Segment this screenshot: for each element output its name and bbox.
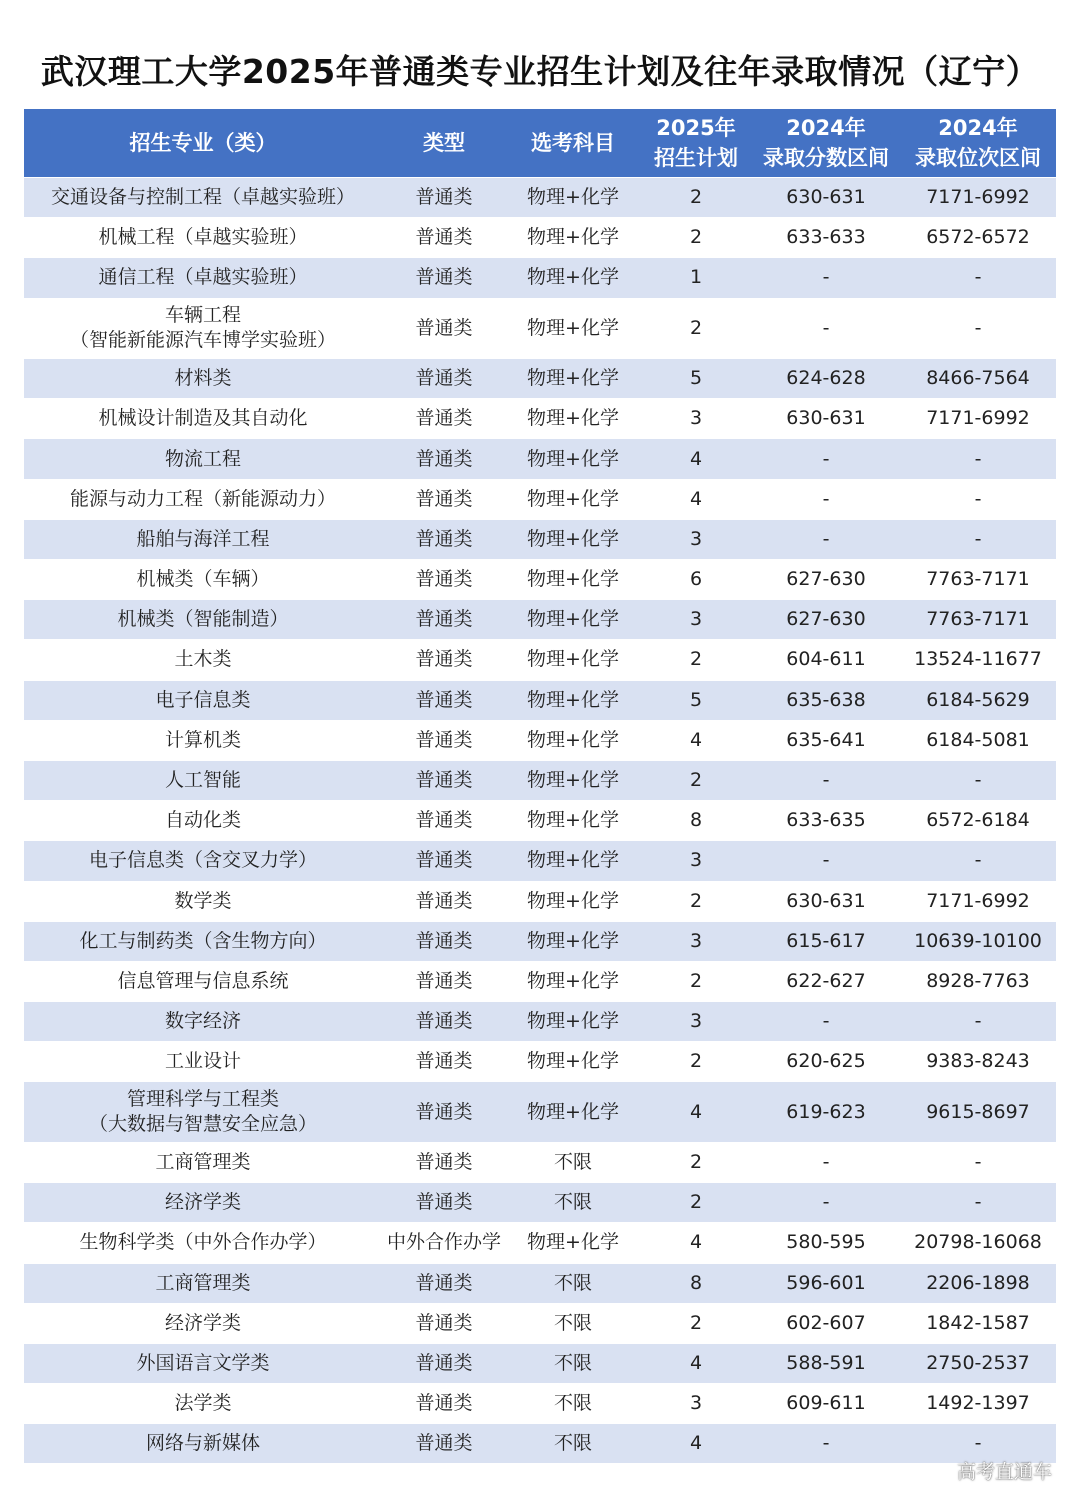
cell-type: 普通类 <box>382 178 506 218</box>
cell-rank: 2206-1898 <box>900 1263 1056 1303</box>
cell-plan: 3 <box>640 399 752 439</box>
cell-score: 580-595 <box>752 1223 900 1263</box>
cell-score: 622-627 <box>752 961 900 1001</box>
cell-major: 自动化类 <box>24 801 382 841</box>
cell-score: 627-630 <box>752 600 900 640</box>
cell-major: 信息管理与信息系统 <box>24 961 382 1001</box>
cell-score: - <box>752 298 900 359</box>
cell-major-line2: （大数据与智慧安全应急） <box>88 1113 317 1136</box>
cell-subjects: 不限 <box>506 1142 640 1182</box>
cell-major: 土木类 <box>24 640 382 680</box>
cell-score: 633-635 <box>752 801 900 841</box>
cell-score: 635-641 <box>752 720 900 760</box>
cell-type: 普通类 <box>382 760 506 800</box>
cell-major-line2: （智能新能源汽车博学实验班） <box>69 329 336 352</box>
cell-subjects: 不限 <box>506 1424 640 1464</box>
cell-type: 普通类 <box>382 399 506 439</box>
cell-plan: 2 <box>640 760 752 800</box>
cell-rank: 10639-10100 <box>900 921 1056 961</box>
cell-major: 化工与制药类（含生物方向） <box>24 921 382 961</box>
watermark: 高考直通车 <box>956 1461 1052 1483</box>
cell-score: 596-601 <box>752 1263 900 1303</box>
table-row <box>24 801 1056 841</box>
cell-type: 普通类 <box>382 680 506 720</box>
cell-type: 普通类 <box>382 881 506 921</box>
table-row <box>24 1002 1056 1042</box>
cell-plan: 8 <box>640 801 752 841</box>
table-row <box>24 359 1056 399</box>
table-row <box>24 1082 1056 1143</box>
table-row <box>24 921 1056 961</box>
header-rank-label: 录取位次区间 <box>915 146 1041 170</box>
table-row <box>24 1303 1056 1343</box>
header-major: 招生专业（类） <box>24 109 382 178</box>
cell-score: - <box>752 519 900 559</box>
table-row <box>24 1424 1056 1464</box>
cell-type: 普通类 <box>382 1082 506 1143</box>
cell-score: 619-623 <box>752 1082 900 1143</box>
table-row <box>24 841 1056 881</box>
table-row <box>24 258 1056 298</box>
cell-plan: 3 <box>640 600 752 640</box>
header-plan-year: 2025年 <box>656 116 736 140</box>
cell-plan: 2 <box>640 1042 752 1082</box>
cell-major: 电子信息类 <box>24 680 382 720</box>
cell-score: 630-631 <box>752 178 900 218</box>
cell-rank: 9615-8697 <box>900 1082 1056 1143</box>
cell-score: - <box>752 1002 900 1042</box>
cell-major: 通信工程（卓越实验班） <box>24 258 382 298</box>
cell-plan: 3 <box>640 1002 752 1042</box>
cell-subjects: 不限 <box>506 1303 640 1343</box>
cell-type: 普通类 <box>382 258 506 298</box>
cell-rank: 7171-6992 <box>900 399 1056 439</box>
table-row <box>24 1183 1056 1223</box>
cell-subjects: 物理+化学 <box>506 560 640 600</box>
header-type: 类型 <box>382 109 506 178</box>
header-score-label: 录取分数区间 <box>763 146 889 170</box>
cell-type: 普通类 <box>382 1042 506 1082</box>
cell-subjects: 物理+化学 <box>506 921 640 961</box>
cell-major: 机械类（车辆） <box>24 560 382 600</box>
cell-major: 机械类（智能制造） <box>24 600 382 640</box>
table-row <box>24 519 1056 559</box>
cell-plan: 4 <box>640 720 752 760</box>
cell-major: 外国语言文学类 <box>24 1343 382 1383</box>
cell-plan: 2 <box>640 1142 752 1182</box>
table-row <box>24 399 1056 439</box>
cell-score: - <box>752 479 900 519</box>
cell-subjects: 不限 <box>506 1343 640 1383</box>
cell-type: 普通类 <box>382 1263 506 1303</box>
cell-type: 普通类 <box>382 801 506 841</box>
cell-type: 普通类 <box>382 439 506 479</box>
cell-type: 普通类 <box>382 1142 506 1182</box>
cell-major: 人工智能 <box>24 760 382 800</box>
cell-score: 630-631 <box>752 399 900 439</box>
cell-type: 普通类 <box>382 600 506 640</box>
cell-major: 电子信息类（含交叉力学） <box>24 841 382 881</box>
table-row <box>24 720 1056 760</box>
cell-type: 普通类 <box>382 1343 506 1383</box>
table-row <box>24 298 1056 359</box>
cell-major: 工商管理类 <box>24 1142 382 1182</box>
cell-plan: 5 <box>640 359 752 399</box>
cell-subjects: 物理+化学 <box>506 178 640 218</box>
cell-rank: 6572-6572 <box>900 218 1056 258</box>
cell-rank: 9383-8243 <box>900 1042 1056 1082</box>
cell-plan: 6 <box>640 560 752 600</box>
cell-plan: 2 <box>640 218 752 258</box>
cell-major-line1: 管理科学与工程类 <box>126 1088 279 1111</box>
table-row <box>24 439 1056 479</box>
cell-plan: 3 <box>640 841 752 881</box>
cell-rank: 7763-7171 <box>900 560 1056 600</box>
table-row <box>24 760 1056 800</box>
cell-subjects: 物理+化学 <box>506 519 640 559</box>
header-score-year: 2024年 <box>786 116 866 140</box>
cell-subjects: 不限 <box>506 1384 640 1424</box>
cell-plan: 1 <box>640 258 752 298</box>
cell-rank: - <box>900 1183 1056 1223</box>
cell-type: 普通类 <box>382 961 506 1001</box>
cell-major: 数字经济 <box>24 1002 382 1042</box>
cell-type: 中外合作办学 <box>382 1223 506 1263</box>
cell-rank: 7763-7171 <box>900 600 1056 640</box>
cell-plan: 2 <box>640 640 752 680</box>
cell-major: 能源与动力工程（新能源动力） <box>24 479 382 519</box>
cell-plan: 4 <box>640 1082 752 1143</box>
cell-subjects: 物理+化学 <box>506 218 640 258</box>
cell-score: 620-625 <box>752 1042 900 1082</box>
cell-subjects: 不限 <box>506 1183 640 1223</box>
cell-score: - <box>752 1183 900 1223</box>
cell-major: 物流工程 <box>24 439 382 479</box>
cell-type: 普通类 <box>382 841 506 881</box>
header-plan <box>640 109 752 178</box>
cell-type: 普通类 <box>382 720 506 760</box>
table-header-row <box>24 109 1056 178</box>
cell-major: 机械工程（卓越实验班） <box>24 218 382 258</box>
cell-subjects: 物理+化学 <box>506 680 640 720</box>
cell-plan: 3 <box>640 1384 752 1424</box>
cell-type: 普通类 <box>382 1303 506 1343</box>
cell-rank: 6572-6184 <box>900 801 1056 841</box>
cell-plan: 2 <box>640 1303 752 1343</box>
cell-score: - <box>752 841 900 881</box>
cell-plan: 2 <box>640 298 752 359</box>
cell-rank: 7171-6992 <box>900 178 1056 218</box>
cell-type: 普通类 <box>382 479 506 519</box>
cell-type: 普通类 <box>382 560 506 600</box>
cell-major-line1: 车辆工程 <box>164 304 241 327</box>
cell-score: 609-611 <box>752 1384 900 1424</box>
cell-major: 生物科学类（中外合作办学） <box>24 1223 382 1263</box>
cell-subjects: 不限 <box>506 1263 640 1303</box>
cell-subjects: 物理+化学 <box>506 298 640 359</box>
cell-type: 普通类 <box>382 1424 506 1464</box>
cell-rank: - <box>900 258 1056 298</box>
cell-score: 630-631 <box>752 881 900 921</box>
cell-score: - <box>752 1142 900 1182</box>
header-plan-label: 招生计划 <box>654 146 738 170</box>
cell-type: 普通类 <box>382 1384 506 1424</box>
cell-score: 624-628 <box>752 359 900 399</box>
cell-subjects: 物理+化学 <box>506 720 640 760</box>
cell-subjects: 物理+化学 <box>506 600 640 640</box>
cell-subjects: 物理+化学 <box>506 1223 640 1263</box>
table-row <box>24 479 1056 519</box>
cell-major: 工商管理类 <box>24 1263 382 1303</box>
cell-plan: 2 <box>640 961 752 1001</box>
cell-subjects: 物理+化学 <box>506 359 640 399</box>
cell-rank: 8928-7763 <box>900 961 1056 1001</box>
cell-plan: 2 <box>640 1183 752 1223</box>
table-row <box>24 1384 1056 1424</box>
cell-plan: 3 <box>640 519 752 559</box>
header-rank-year: 2024年 <box>938 116 1018 140</box>
table-row <box>24 560 1056 600</box>
cell-major: 数学类 <box>24 881 382 921</box>
header-rank <box>900 109 1056 178</box>
cell-score: - <box>752 1424 900 1464</box>
cell-subjects: 物理+化学 <box>506 640 640 680</box>
cell-major: 网络与新媒体 <box>24 1424 382 1464</box>
cell-type: 普通类 <box>382 218 506 258</box>
cell-rank: - <box>900 760 1056 800</box>
cell-score: 615-617 <box>752 921 900 961</box>
cell-rank: - <box>900 519 1056 559</box>
cell-rank: 1842-1587 <box>900 1303 1056 1343</box>
cell-major: 法学类 <box>24 1384 382 1424</box>
cell-rank: - <box>900 298 1056 359</box>
table-row <box>24 881 1056 921</box>
cell-rank: 1492-1397 <box>900 1384 1056 1424</box>
cell-major <box>24 1082 382 1143</box>
cell-rank: 6184-5629 <box>900 680 1056 720</box>
cell-plan: 2 <box>640 881 752 921</box>
cell-score: 588-591 <box>752 1343 900 1383</box>
cell-score: - <box>752 760 900 800</box>
cell-plan: 4 <box>640 1343 752 1383</box>
table-row <box>24 640 1056 680</box>
table-row <box>24 1343 1056 1383</box>
cell-subjects: 物理+化学 <box>506 439 640 479</box>
cell-rank: 7171-6992 <box>900 881 1056 921</box>
cell-type: 普通类 <box>382 298 506 359</box>
cell-plan: 4 <box>640 1424 752 1464</box>
cell-score: 627-630 <box>752 560 900 600</box>
cell-rank: - <box>900 841 1056 881</box>
cell-subjects: 物理+化学 <box>506 801 640 841</box>
cell-rank: - <box>900 1002 1056 1042</box>
table-row <box>24 680 1056 720</box>
cell-score: - <box>752 439 900 479</box>
cell-rank: - <box>900 1142 1056 1182</box>
cell-major: 经济学类 <box>24 1303 382 1343</box>
cell-subjects: 物理+化学 <box>506 760 640 800</box>
cell-type: 普通类 <box>382 1183 506 1223</box>
cell-plan: 4 <box>640 479 752 519</box>
cell-subjects: 物理+化学 <box>506 961 640 1001</box>
cell-subjects: 物理+化学 <box>506 1002 640 1042</box>
table-row <box>24 600 1056 640</box>
table-row <box>24 1142 1056 1182</box>
cell-score: 602-607 <box>752 1303 900 1343</box>
cell-rank: 13524-11677 <box>900 640 1056 680</box>
cell-major: 计算机类 <box>24 720 382 760</box>
cell-subjects: 物理+化学 <box>506 841 640 881</box>
cell-type: 普通类 <box>382 359 506 399</box>
admission-table <box>24 109 1056 1463</box>
cell-major <box>24 298 382 359</box>
table-row <box>24 961 1056 1001</box>
cell-plan: 4 <box>640 439 752 479</box>
cell-type: 普通类 <box>382 519 506 559</box>
cell-score: 604-611 <box>752 640 900 680</box>
table-row <box>24 1263 1056 1303</box>
cell-subjects: 物理+化学 <box>506 881 640 921</box>
cell-subjects: 物理+化学 <box>506 1082 640 1143</box>
cell-type: 普通类 <box>382 921 506 961</box>
cell-plan: 3 <box>640 921 752 961</box>
cell-subjects: 物理+化学 <box>506 258 640 298</box>
cell-major: 船舶与海洋工程 <box>24 519 382 559</box>
cell-subjects: 物理+化学 <box>506 479 640 519</box>
table-row <box>24 178 1056 218</box>
cell-major: 机械设计制造及其自动化 <box>24 399 382 439</box>
cell-rank: - <box>900 1424 1056 1464</box>
page-title: 武汉理工大学2025年普通类专业招生计划及往年录取情况（辽宁） <box>40 52 1040 91</box>
cell-major: 工业设计 <box>24 1042 382 1082</box>
cell-plan: 2 <box>640 178 752 218</box>
table-row <box>24 1223 1056 1263</box>
cell-type: 普通类 <box>382 1002 506 1042</box>
table-row <box>24 1042 1056 1082</box>
cell-major: 经济学类 <box>24 1183 382 1223</box>
table-row <box>24 218 1056 258</box>
cell-rank: 20798-16068 <box>900 1223 1056 1263</box>
cell-rank: - <box>900 479 1056 519</box>
cell-rank: - <box>900 439 1056 479</box>
cell-score: - <box>752 258 900 298</box>
header-score <box>752 109 900 178</box>
cell-subjects: 物理+化学 <box>506 399 640 439</box>
cell-subjects: 物理+化学 <box>506 1042 640 1082</box>
cell-plan: 4 <box>640 1223 752 1263</box>
cell-score: 633-633 <box>752 218 900 258</box>
cell-plan: 5 <box>640 680 752 720</box>
cell-plan: 8 <box>640 1263 752 1303</box>
table-body <box>24 178 1056 1464</box>
cell-type: 普通类 <box>382 640 506 680</box>
cell-score: 635-638 <box>752 680 900 720</box>
cell-major: 交通设备与控制工程（卓越实验班） <box>24 178 382 218</box>
cell-rank: 6184-5081 <box>900 720 1056 760</box>
cell-major: 材料类 <box>24 359 382 399</box>
cell-rank: 2750-2537 <box>900 1343 1056 1383</box>
cell-rank: 8466-7564 <box>900 359 1056 399</box>
header-subjects: 选考科目 <box>506 109 640 178</box>
